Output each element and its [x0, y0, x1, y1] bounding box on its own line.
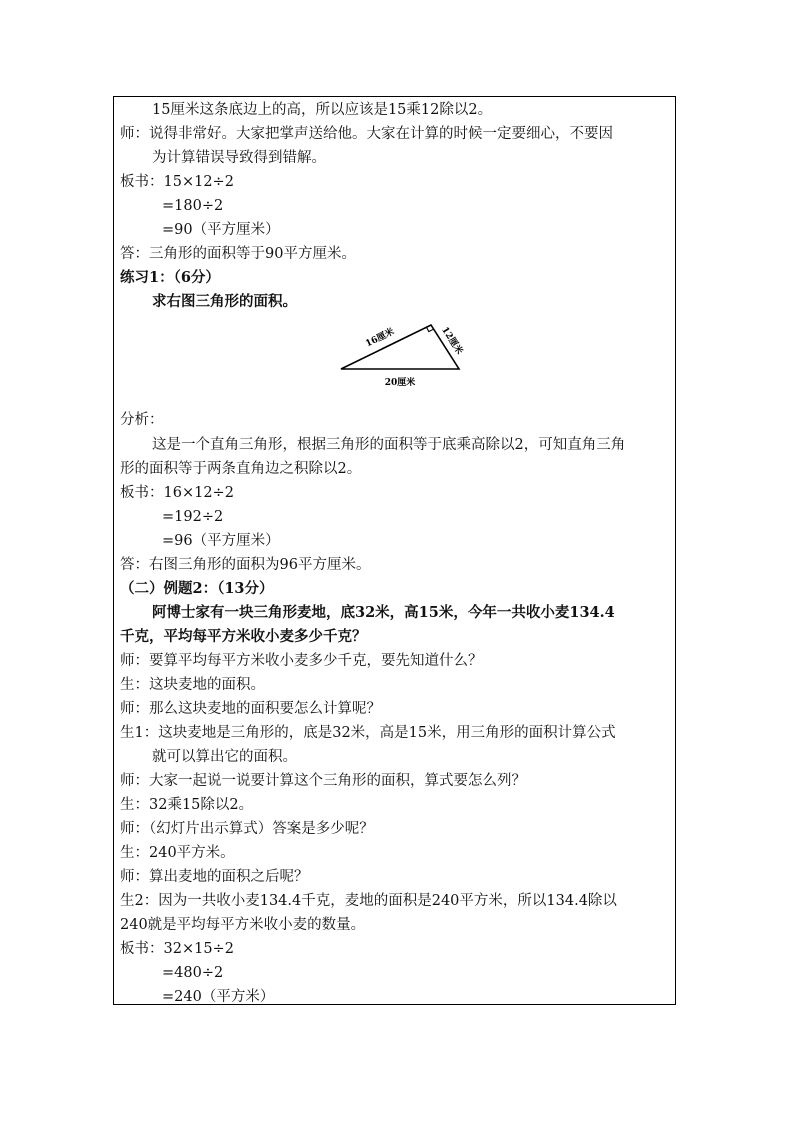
- text-line: 千克，平均每平方米收小麦多少千克？: [120, 628, 367, 645]
- right-triangle-svg: [339, 315, 467, 391]
- text-line: 练习1：（6分）: [120, 269, 220, 286]
- text-line: 这是一个直角三角形，根据三角形的面积等于底乘高除以2，可知直角三角: [152, 437, 626, 453]
- base-label: 20厘米: [384, 378, 416, 388]
- text-line: 师：算出麦地的面积之后呢？: [120, 869, 309, 885]
- text-line: 240就是平均每平方米收小麦的数量。: [120, 917, 366, 933]
- text-line: （二）例题2：（13分）: [120, 580, 274, 597]
- text-line: 生1：这块麦地是三角形的，底是32米，高是15米，用三角形的面积计算公式: [120, 725, 616, 741]
- text-line: 师：（幻灯片出示算式）答案是多少呢？: [120, 821, 374, 837]
- text-line: =192÷2: [162, 509, 224, 525]
- text-line: 形的面积等于两条直角边之积除以2。: [120, 461, 362, 477]
- text-line: 板书：32×15÷2: [120, 941, 234, 957]
- text-line: 就可以算出它的面积。: [152, 749, 297, 765]
- text-line: 答：三角形的面积等于90平方厘米。: [120, 246, 356, 262]
- lesson-plan-table-cell: [113, 96, 676, 1005]
- text-line: 生：32乘15除以2。: [120, 797, 254, 813]
- text-line: 师：那么这块麦地的面积要怎么计算呢？: [120, 701, 381, 717]
- right-triangle-figure: [339, 315, 467, 391]
- text-line: 为计算错误导致得到错解。: [152, 150, 326, 166]
- text-line: 生：240平方米。: [120, 845, 235, 861]
- left-side-label: 16厘米: [364, 327, 397, 350]
- text-line: 师：大家一起说一说要计算这个三角形的面积，算式要怎么列？: [120, 773, 526, 789]
- text-line: 15厘米这条底边上的高，所以应该是15乘12除以2。: [152, 102, 493, 118]
- text-line: 师：说得非常好。大家把掌声送给他。大家在计算的时候一定要细心，不要因: [120, 126, 613, 142]
- text-line: =480÷2: [162, 965, 224, 981]
- text-line: 答：右图三角形的面积为96平方厘米。: [120, 557, 371, 573]
- text-line: 阿博士家有一块三角形麦地，底32米，高15米，今年一共收小麦134.4: [152, 604, 615, 621]
- text-line: =180÷2: [162, 198, 224, 214]
- text-line: 板书：15×12÷2: [120, 174, 234, 190]
- text-line: 生：这块麦地的面积。: [120, 677, 265, 693]
- text-line: 分析：: [120, 412, 164, 428]
- text-line: 求右图三角形的面积。: [152, 293, 297, 310]
- text-line: =90（平方厘米）: [162, 222, 280, 238]
- right-side-label: 12厘米: [439, 325, 465, 357]
- text-line: 师：要算平均每平方米收小麦多少千克，要先知道什么？: [120, 653, 483, 669]
- text-line: 板书：16×12÷2: [120, 485, 234, 501]
- text-line: =240（平方米）: [162, 989, 275, 1005]
- text-line: 生2：因为一共收小麦134.4千克，麦地的面积是240平方米，所以134.4除以: [120, 893, 617, 909]
- text-line: =96（平方厘米）: [162, 533, 280, 549]
